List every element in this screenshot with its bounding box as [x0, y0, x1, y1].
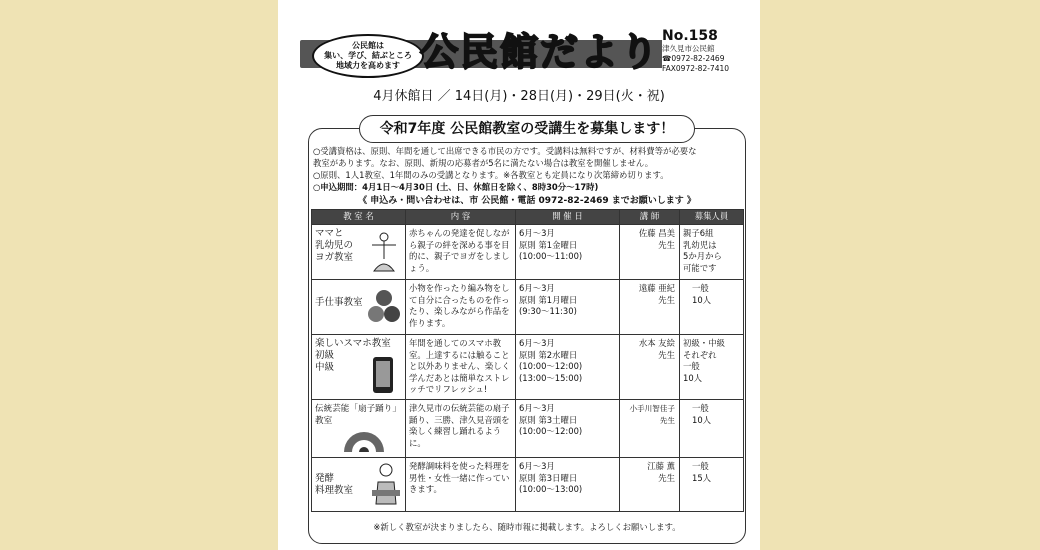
class-name-cell	[312, 400, 406, 458]
class-teacher: 小手川智佳子 先生	[620, 400, 680, 458]
class-name-cell	[312, 335, 406, 400]
class-name: ママと 乳幼児の ヨガ教室	[315, 228, 354, 263]
header-class-name: 教 室 名	[312, 210, 406, 225]
class-name: 手仕事教室	[315, 297, 363, 308]
recruitment-title: 令和7年度 公民館教室の受講生を募集します！	[359, 115, 695, 143]
yarn-ball-illustration	[368, 288, 400, 324]
class-table	[311, 209, 744, 512]
class-name: 発酵 料理教室	[315, 473, 354, 496]
class-schedule: 6月～3月 原則 第3土曜日 (10:00～12:00)	[516, 400, 620, 458]
contact-line: 《 申込み・問い合わせは、市 公民館・電話 0972-82-2469 までお願いします 》	[358, 196, 696, 206]
slogan-line: 公民館は	[352, 41, 384, 50]
class-name-cell	[312, 280, 406, 335]
class-teacher: 水本 友絵 先生	[620, 335, 680, 400]
class-schedule: 6月～3月 原則 第2水曜日 (10:00～12:00) (13:00～15:00)	[516, 335, 620, 400]
header-capacity: 募集人員	[680, 210, 744, 225]
newsletter-title: 公民館だより	[420, 30, 661, 74]
class-teacher: 江藤 薫 先生	[620, 458, 680, 512]
class-capacity: 親子6組 乳幼児は 5か月から 可能です	[680, 225, 744, 280]
slogan-oval	[312, 34, 424, 78]
newsletter-banner	[290, 24, 748, 80]
class-name-cell	[312, 225, 406, 280]
class-capacity: 初級・中級 それぞれ 一般 10人	[680, 335, 744, 400]
table-header-row	[312, 210, 744, 225]
closed-days: 4月休館日 ／ 14日(月)・28日(月)・29日(火・祝)	[373, 89, 665, 104]
class-name-cell	[312, 458, 406, 512]
newsletter-page	[278, 0, 760, 550]
class-content: 年間を通してのスマホ教室。上達するには触ることと以外ありません、楽しく学んだあとは簡単なストレッチでリフレッシュ!	[406, 335, 516, 400]
table-row	[312, 280, 744, 335]
table-row	[312, 400, 744, 458]
publisher-name: 津久見市公民館	[662, 44, 715, 53]
yoga-illustration	[364, 231, 402, 275]
issue-number: No.158	[662, 28, 718, 44]
issue-info	[662, 28, 748, 80]
header-teacher: 講 師	[620, 210, 680, 225]
class-content: 赤ちゃんの発達を促しながら親子の絆を深める事を目的に、親子でヨガをしましょう。	[406, 225, 516, 280]
note-line: ○受講資格は、原則、年間を通して出席できる市民の方です。受講料は無料ですが、材料費等が必要な	[313, 146, 697, 156]
recruitment-notice	[308, 121, 746, 544]
class-name: 楽しいスマホ教室 初級 中級	[315, 338, 391, 373]
slogan-line: 集い、学び、結ぶところ	[324, 51, 412, 60]
note-line: ○原則、1人1教室、1年間のみの受講となります。※各教室とも定員になり次第締め切ります。	[313, 170, 669, 180]
class-content: 発酵調味料を使った料理を男性・女性一緒に作っていきます。	[406, 458, 516, 512]
class-name: 伝統芸能「扇子踊り」 教室	[315, 404, 401, 426]
eligibility-notes	[313, 145, 741, 193]
class-capacity: 一般 10人	[680, 400, 744, 458]
class-schedule: 6月～3月 原則 第3日曜日 (10:00～13:00)	[516, 458, 620, 512]
note-line: 教室があります。なお、原則、新規の応募者が5名に満たない場合は教室を開催しません。	[313, 158, 654, 168]
table-row	[312, 458, 744, 512]
class-schedule: 6月～3月 原則 第1金曜日 (10:00～11:00)	[516, 225, 620, 280]
class-content: 小物を作ったり編み物をして自分に合ったものを作ったり、楽しみながら作品を作ります。	[406, 280, 516, 335]
fax-number: FAX0972-82-7410	[662, 64, 730, 73]
class-teacher: 遠藤 亜紀 先生	[620, 280, 680, 335]
slogan-line: 地域力を高めます	[336, 61, 400, 70]
class-capacity: 一般 15人	[680, 458, 744, 512]
phone-number: ☎0972-82-2469	[662, 54, 725, 63]
header-content: 内 容	[406, 210, 516, 225]
table-row	[312, 225, 744, 280]
application-period: ○申込期間：4月1日～4月30日 (土、日、休館日を除く、8時30分～17時)	[313, 182, 599, 192]
class-capacity: 一般 10人	[680, 280, 744, 335]
class-teacher: 佐藤 昌美 先生	[620, 225, 680, 280]
header-schedule: 開 催 日	[516, 210, 620, 225]
smartphone-illustration	[370, 355, 396, 395]
table-row	[312, 335, 744, 400]
class-content: 津久見市の伝統芸能の扇子踊り、三勝、津久見音頭を楽しく練習し踊れるように。	[406, 400, 516, 458]
folding-fan-illustration	[342, 430, 386, 454]
chef-illustration	[370, 460, 402, 506]
class-schedule: 6月～3月 原則 第1月曜日 (9:30～11:30)	[516, 280, 620, 335]
footer-note: ※新しく教室が決まりましたら、随時市報に掲載します。よろしくお願いします。	[373, 522, 681, 532]
